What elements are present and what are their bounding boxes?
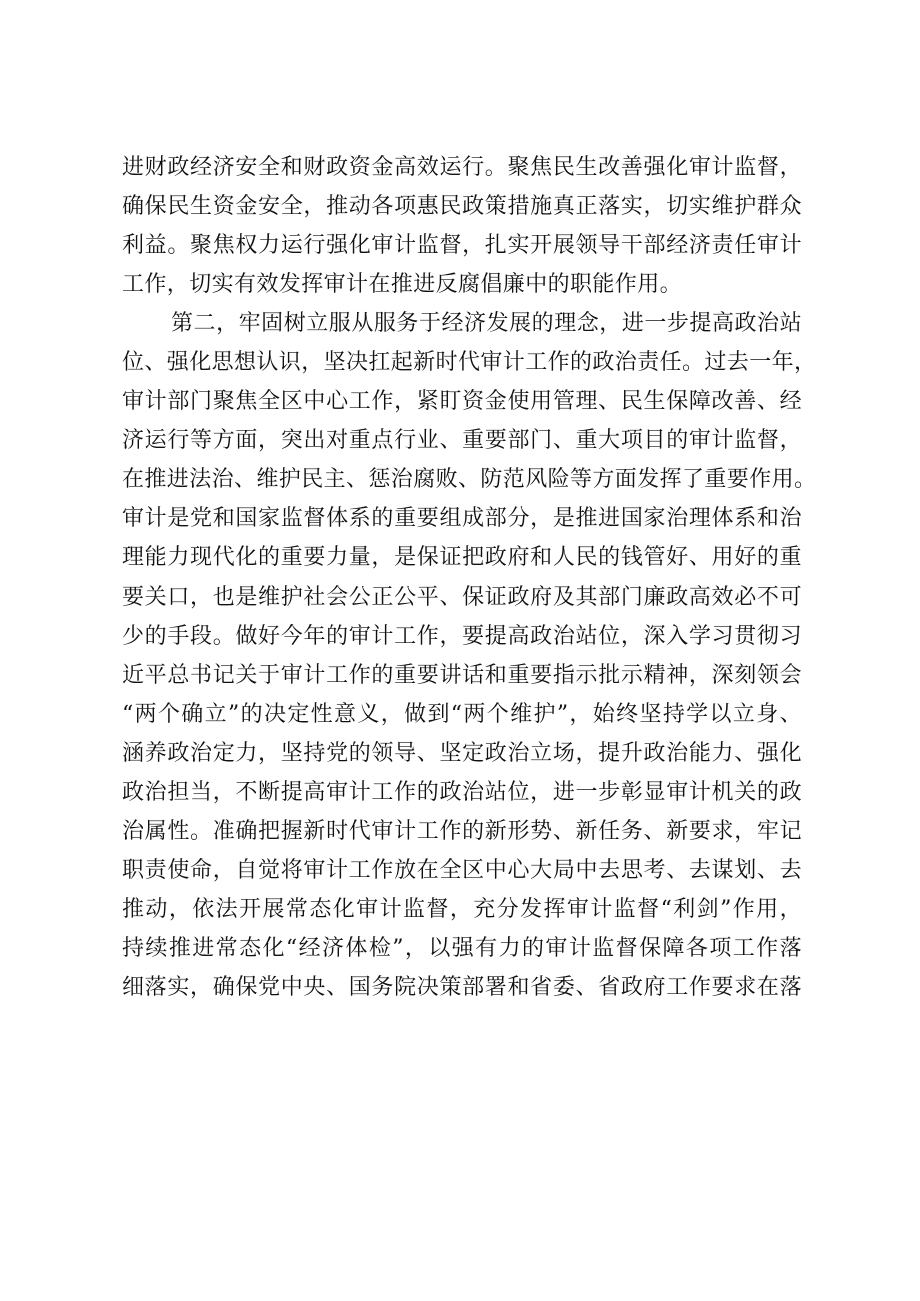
body-text bbox=[122, 148, 817, 1007]
text-line-14: 近平总书记关于审计工作的重要讲话和重要指示批示精神，深刻领会 bbox=[122, 662, 802, 688]
text-line-2: 确保民生资金安全，推动各项惠民政策措施真正落实，切实维护群众 bbox=[122, 194, 802, 220]
text-line-21: 持续推进常态化“经济体检”，以强有力的审计监督保障各项工作落 bbox=[122, 935, 802, 961]
text-line-6: 位、强化思想认识，坚决扛起新时代审计工作的政治责任。过去一年， bbox=[122, 350, 817, 376]
text-line-4: 工作，切实有效发挥审计在推进反腐倡廉中的职能作用。 bbox=[122, 272, 683, 298]
text-line-10: 审计是党和国家监督体系的重要组成部分，是推进国家治理体系和治 bbox=[122, 506, 802, 532]
text-line-9: 在推进法治、维护民主、惩治腐败、防范风险等方面发挥了重要作用。 bbox=[122, 467, 817, 493]
text-line-15: “两个确立”的决定性意义，做到“两个维护”，始终坚持学以立身、 bbox=[122, 701, 802, 727]
text-line-18: 治属性。准确把握新时代审计工作的新形势、新任务、新要求，牢记 bbox=[122, 818, 802, 844]
text-line-7: 审计部门聚焦全区中心工作，紧盯资金使用管理、民生保障改善、经 bbox=[122, 389, 802, 415]
text-line-12: 要关口，也是维护社会公正公平、保证政府及其部门廉政高效必不可 bbox=[122, 584, 802, 610]
text-line-17: 政治担当，不断提高审计工作的政治站位，进一步彰显审计机关的政 bbox=[122, 779, 802, 805]
text-line-5: 第二，牢固树立服从服务于经济发展的理念，进一步提高政治站 bbox=[171, 311, 802, 337]
text-line-16: 涵养政治定力，坚持党的领导、坚定政治立场，提升政治能力、强化 bbox=[122, 740, 802, 766]
text-line-1: 进财政经济安全和财政资金高效运行。聚焦民生改善强化审计监督， bbox=[122, 155, 802, 180]
text-line-22: 细落实，确保党中央、国务院决策部署和省委、省政府工作要求在落 bbox=[122, 974, 802, 1000]
text-line-8: 济运行等方面，突出对重点行业、重要部门、重大项目的审计监督， bbox=[122, 428, 802, 454]
text-line-13: 少的手段。做好今年的审计工作，要提高政治站位，深入学习贯彻习 bbox=[122, 623, 802, 649]
text-line-20: 推动，依法开展常态化审计监督，充分发挥审计监督“利剑”作用， bbox=[122, 896, 802, 922]
text-line-11: 理能力现代化的重要力量，是保证把政府和人民的钱管好、用好的重 bbox=[122, 545, 802, 571]
text-line-19: 职责使命，自觉将审计工作放在全区中心大局中去思考、去谋划、去 bbox=[122, 857, 802, 883]
text-line-3: 利益。聚焦权力运行强化审计监督，扎实开展领导干部经济责任审计 bbox=[122, 233, 802, 259]
